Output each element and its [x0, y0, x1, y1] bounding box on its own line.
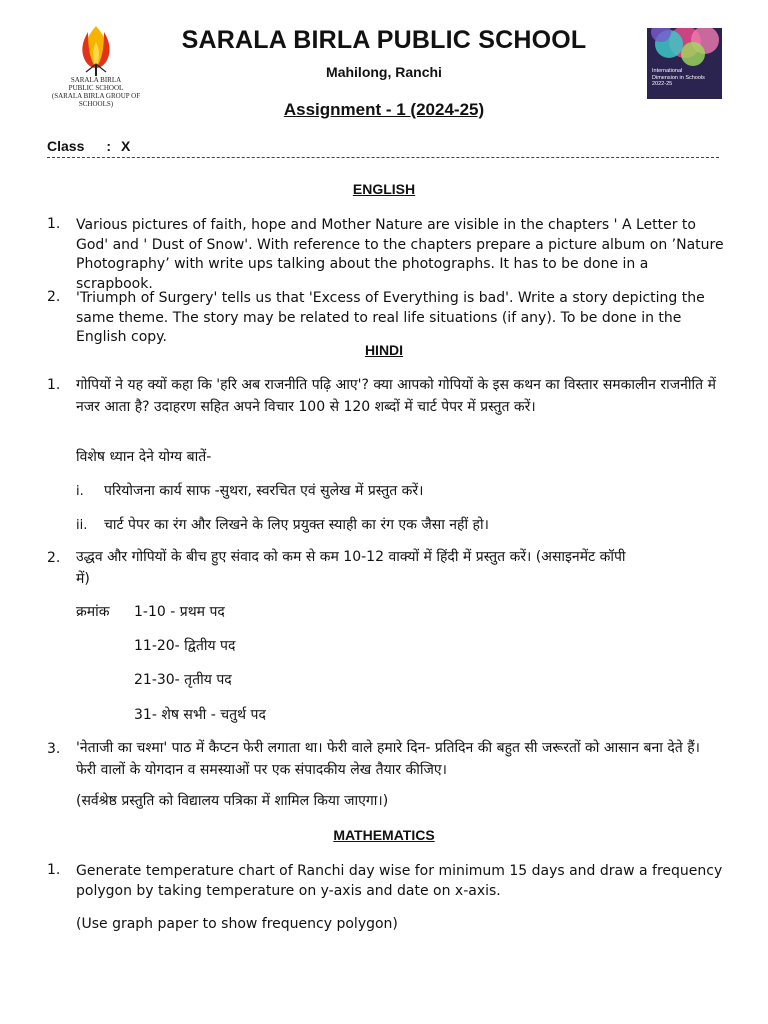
- english-heading-text: ENGLISH: [352, 181, 416, 197]
- mathematics-heading: [0, 827, 768, 843]
- class-label: Class: [47, 138, 85, 154]
- hindi-q2-number: 2.: [47, 550, 61, 566]
- logo-name-line1: SARALA BIRLA: [70, 76, 122, 84]
- english-q2-number: 2.: [47, 289, 61, 305]
- hindi-krama-1: 1-10 - प्रथम पद: [134, 604, 225, 620]
- hindi-q1-text: गोपियों ने यह क्यों कहा कि 'हरि अब राजनीति पढ़ि आए'? क्या आपको गोपियों के इस कथन का विस्तार समकालीन राजनीति में नजर आता है? उदाहरण सहित अपने विचार 100 से 120 शब्दों में चार्ट पेपर में प्रस्तुत करें।: [76, 377, 716, 415]
- school-location: Mahilong, Ranchi: [326, 64, 442, 80]
- hindi-heading: [0, 342, 768, 358]
- hindi-krama-label: क्रमांक: [76, 604, 110, 620]
- english-q1-number: 1.: [47, 216, 61, 232]
- mathematics-heading-text: MATHEMATICS: [333, 827, 435, 843]
- hindi-krama-4: 31- शेष सभी - चतुर्थ पद: [134, 707, 266, 723]
- class-value: X: [121, 138, 131, 154]
- class-row: [47, 138, 130, 154]
- hindi-point-i-number: i.: [76, 484, 84, 499]
- english-heading: [0, 181, 768, 197]
- math-q1-text: Generate temperature chart of Ranchi day wise for minimum 15 days and draw a frequency polygon by taking temperature on y-axis and date on x-axis.: [76, 863, 723, 899]
- logo-name-line3: (SARALA BIRLA GROUP OF SCHOOLS): [51, 92, 141, 108]
- english-q1-text: Various pictures of faith, hope and Mother Nature are visible in the chapters ' A Letter to God' and ' Dust of Snow'. With reference to the chapters prepare a picture album on ’Nature Photography’ with write ups talking about the photographs. It has to be done in a scrapbook.: [76, 217, 724, 292]
- math-q1-number: 1.: [47, 862, 61, 878]
- hindi-point-ii-number: ii.: [76, 518, 88, 533]
- hindi-point-ii-text: चार्ट पेपर का रंग और लिखने के लिए प्रयुक्त स्याही का रंग एक जैसा नहीं हो।: [104, 517, 489, 533]
- logo-right-line2: Dimension in Schools: [652, 74, 705, 81]
- hindi-q1-note: विशेष ध्यान देने योग्य बातें-: [76, 449, 212, 465]
- hindi-krama-3: 21-30- तृतीय पद: [134, 672, 232, 688]
- assignment-title: [0, 100, 768, 120]
- hindi-q2-text: उद्धव और गोपियों के बीच हुए संवाद को कम से कम 10-12 वाक्यों में हिंदी में प्रस्तुत करें। (असाइनमेंट कॉपी में): [76, 549, 626, 587]
- school-name: SARALA BIRLA PUBLIC SCHOOL: [181, 26, 587, 54]
- hindi-q3-note: (सर्वश्रेष्ठ प्रस्तुति को विद्यालय पत्रिका में शामिल किया जाएगा।): [76, 793, 389, 809]
- hindi-q3-number: 3.: [47, 741, 61, 757]
- english-q2-text: 'Triumph of Surgery' tells us that 'Excess of Everything is bad'. Write a story depicting the same theme. The story may be related to real life situations (if any). To be done in the English copy.: [76, 290, 705, 345]
- hindi-krama-2: 11-20- द्वितीय पद: [134, 638, 236, 654]
- logo-right-line1: International: [652, 68, 683, 74]
- hindi-point-i-text: परियोजना कार्य साफ -सुथरा, स्वरचित एवं सुलेख में प्रस्तुत करें।: [104, 483, 424, 499]
- math-q1-note: (Use graph paper to show frequency polygon): [76, 916, 398, 932]
- hindi-heading-text: HINDI: [364, 342, 404, 358]
- class-colon: :: [106, 138, 112, 154]
- logo-name-line2: PUBLIC SCHOOL: [68, 84, 124, 92]
- logo-right-line3: 2022-25: [652, 81, 673, 87]
- hindi-q1-number: 1.: [47, 377, 61, 393]
- divider: [47, 157, 719, 158]
- hindi-q3-text: 'नेताजी का चश्मा' पाठ में कैप्टन फेरी लगाता था। फेरी वाले हमारे दिन- प्रतिदिन की बहुत सी जरूरतों को आसान बना देते हैं। फेरी वालों के योगदान व समस्याओं पर एक संपादकीय लेख तैयार कीजिए।: [76, 740, 700, 778]
- assignment-title-text: Assignment - 1 (2024-25): [283, 100, 485, 119]
